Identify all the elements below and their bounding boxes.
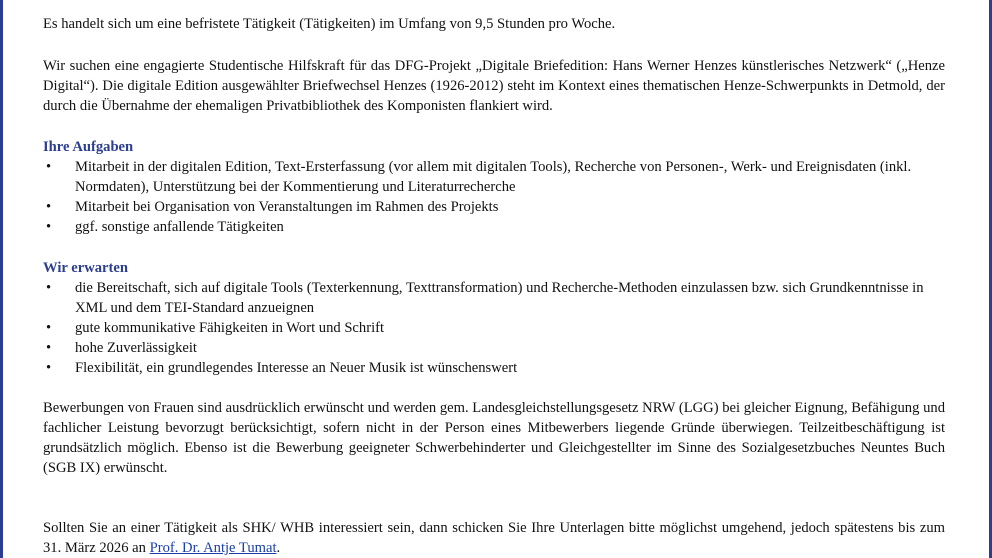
- requirements-section: [43, 258, 945, 378]
- contact-link[interactable]: Prof. Dr. Antje Tumat: [149, 540, 277, 556]
- list-item: [43, 338, 945, 358]
- intro-paragraph: Es handelt sich um eine befristete Tätigkeit (Tätigkeiten) im Umfang von 9,5 Stunden pro Woche.: [43, 16, 616, 32]
- list-item: [43, 157, 945, 197]
- list-item-text: die Bereitschaft, sich auf digitale Tools (Texterkennung, Texttransformation) und Recherche-Methoden einzulassen bzw. sich Grundkenntnisse in XML und dem TEI-Standard anzueignen: [75, 280, 924, 316]
- list-item-text: hohe Zuverlässigkeit: [75, 340, 197, 356]
- list-item-text: gute kommunikative Fähigkeiten in Wort und Schrift: [75, 320, 385, 336]
- list-item: [43, 318, 945, 338]
- list-item: [43, 278, 945, 318]
- bullet-icon: •: [46, 280, 52, 296]
- closing-end: .: [276, 540, 281, 556]
- closing-paragraph: [43, 518, 945, 558]
- tasks-heading: Ihre Aufgaben: [43, 139, 134, 155]
- tasks-list: [43, 157, 945, 237]
- project-paragraph: Wir suchen eine engagierte Studentische Hilfskraft für das DFG-Projekt „Digitale Briefedition: Hans Werner Henzes künstlerisches Netzwerk“ („Henze Digital“). Die digitale Edition ausgewählter Briefwechsel Henzes (1926-2012) steht im Kontext eines thematischen Henze-Schwerpunkts in Detmold, der durch die Übernahme der ehemaligen Privatbibliothek des Komponisten flankiert wird.: [43, 58, 945, 114]
- list-item: [43, 217, 945, 237]
- list-item-text: ggf. sonstige anfallende Tätigkeiten: [75, 219, 284, 235]
- list-item-text: Mitarbeit in der digitalen Edition, Text-Ersterfassung (vor allem mit digitalen Tools), Recherche von Personen-, Werk- und Ereignisdaten (inkl. Normdaten), Unterstützung bei der Kommentierung und Literaturrecherche: [75, 159, 912, 195]
- bullet-icon: •: [46, 360, 52, 376]
- requirements-heading: Wir erwarten: [43, 260, 128, 276]
- tasks-section: [43, 137, 945, 237]
- list-item-text: Mitarbeit bei Organisation von Veranstaltungen im Rahmen des Projekts: [75, 199, 499, 215]
- bullet-icon: •: [46, 159, 52, 175]
- bullet-icon: •: [46, 219, 52, 235]
- list-item: [43, 197, 945, 217]
- closing-text: Sollten Sie an einer Tätigkeit als SHK/ WHB interessiert sein, dann schicken Sie Ihre Unterlagen bitte möglichst umgehend, jedoch spätestens bis zum 31. März 2026 an: [43, 520, 945, 556]
- equality-paragraph: Bewerbungen von Frauen sind ausdrücklich erwünscht und werden gem. Landesgleichstellungsgesetz NRW (LGG) bei gleicher Eignung, Befähigung und fachlicher Leistung bevorzugt berücksichtigt, sofern nicht in der Person eines Mitbewerbers liegende Gründe überwiegen. Teilzeitbeschäftigung ist grundsätzlich möglich. Ebenso ist die Bewerbung geeigneter Schwerbehinderter und Gleichgestellter im Sinne des Sozialgesetzbuches Neuntes Buch (SGB IX) erwünscht.: [43, 400, 945, 476]
- list-item-text: Flexibilität, ein grundlegendes Interesse an Neuer Musik ist wünschenswert: [75, 360, 518, 376]
- list-item: [43, 358, 945, 378]
- requirements-list: [43, 278, 945, 378]
- bullet-icon: •: [46, 340, 52, 356]
- bullet-icon: •: [46, 320, 52, 336]
- bullet-icon: •: [46, 199, 52, 215]
